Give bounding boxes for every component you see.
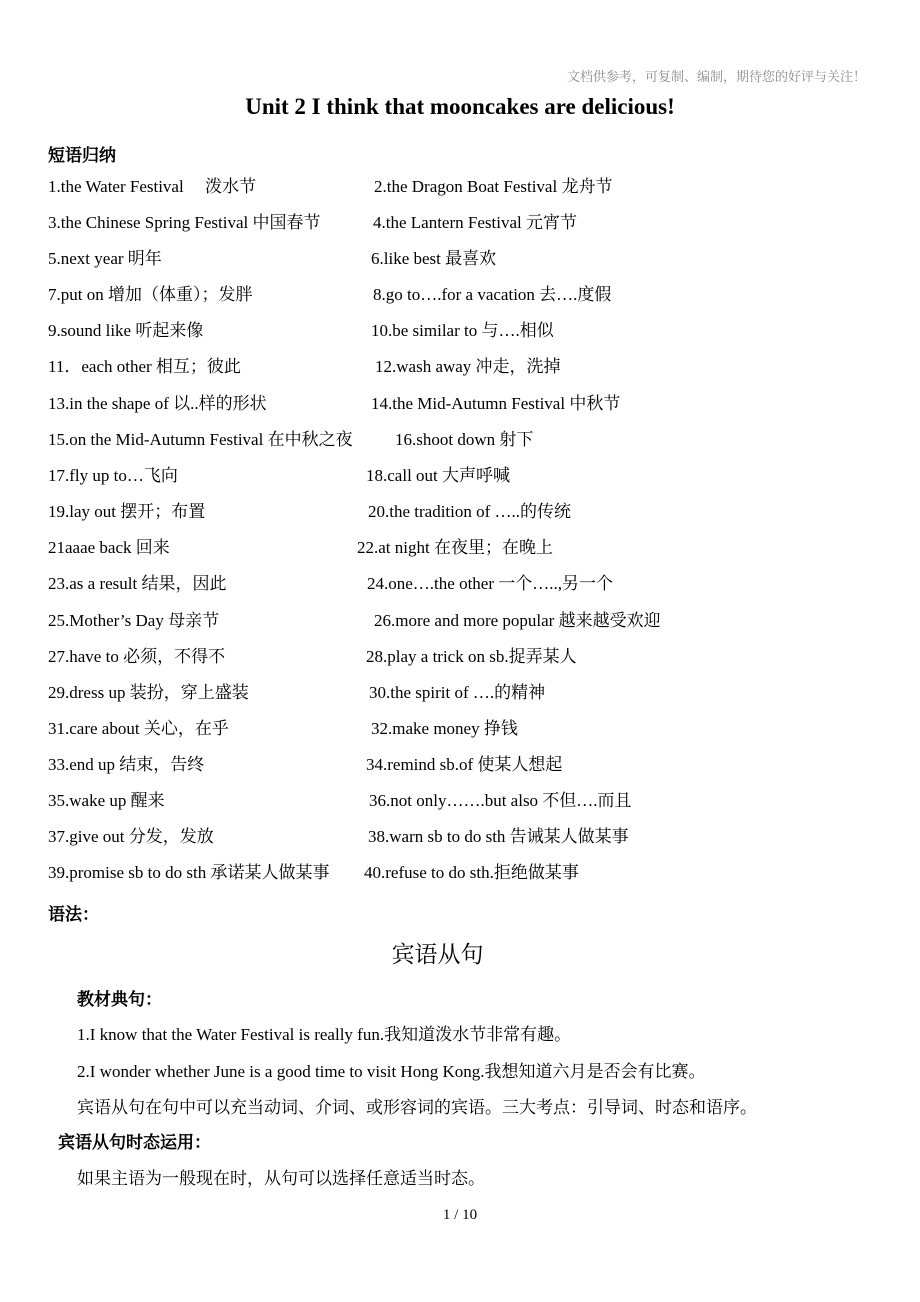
phrase-item: 40.refuse to do sth.拒绝做某事 bbox=[364, 863, 579, 882]
tense-heading: 宾语从句时态运用： bbox=[58, 1133, 211, 1153]
phrase-item: 28.play a trick on sb.捉弄某人 bbox=[366, 647, 577, 666]
phrase-item: 35.wake up 醒来 bbox=[48, 791, 165, 810]
phrase-item: 17.fly up to…飞向 bbox=[48, 466, 178, 485]
phrase-item: 32.make money 挣钱 bbox=[371, 719, 518, 738]
phrase-item: 33.end up 结束，告终 bbox=[48, 755, 205, 774]
phrase-item: 3.the Chinese Spring Festival 中国春节 bbox=[48, 213, 321, 232]
tense-rule: 如果主语为一般现在时，从句可以选择任意适当时态。 bbox=[77, 1169, 485, 1188]
phrase-item: 19.lay out 摆开；布置 bbox=[48, 502, 206, 521]
phrase-item: 23.as a result 结果，因此 bbox=[48, 574, 227, 593]
phrase-item: 38.warn sb to do sth 告诫某人做某事 bbox=[368, 827, 629, 846]
example-sentence-2: 2.I wonder whether June is a good time to visit Hong Kong.我想知道六月是否会有比赛。 bbox=[77, 1062, 706, 1081]
phrase-item: 16.shoot down 射下 bbox=[395, 430, 534, 449]
phrase-item: 5.next year 明年 bbox=[48, 249, 162, 268]
phrase-item: 6.like best 最喜欢 bbox=[371, 249, 497, 268]
phrase-item: 39.promise sb to do sth 承诺某人做某事 bbox=[48, 863, 330, 882]
phrase-item: 31.care about 关心，在乎 bbox=[48, 719, 229, 738]
phrase-item: 8.go to….for a vacation 去….度假 bbox=[373, 285, 612, 304]
phrase-item: 27.have to 必须，不得不 bbox=[48, 647, 226, 666]
textbook-heading: 教材典句： bbox=[77, 990, 162, 1010]
phrase-item: 24.one….the other 一个…..,另一个 bbox=[367, 574, 613, 593]
phrase-item: 2.the Dragon Boat Festival 龙舟节 bbox=[374, 177, 613, 196]
phrases-heading: 短语归纳 bbox=[48, 146, 116, 166]
phrase-item: 20.the tradition of …..的传统 bbox=[368, 502, 572, 521]
phrase-item: 11．each other 相互；彼此 bbox=[48, 357, 241, 376]
grammar-title: 宾语从句 bbox=[391, 942, 484, 967]
explanation: 宾语从句在句中可以充当动词、介词、或形容词的宾语。三大考点：引导词、时态和语序。 bbox=[77, 1098, 757, 1117]
phrase-item: 4.the Lantern Festival 元宵节 bbox=[373, 213, 577, 232]
phrase-item: 30.the spirit of ….的精神 bbox=[369, 683, 546, 702]
phrase-item: 34.remind sb.of 使某人想起 bbox=[366, 755, 563, 774]
watermark: 文档供参考，可复制、编制，期待您的好评与关注！ bbox=[566, 69, 866, 84]
phrase-item: 22.at night 在夜里；在晚上 bbox=[357, 538, 553, 557]
phrase-item: 29.dress up 装扮，穿上盛装 bbox=[48, 683, 249, 702]
phrase-item: 37.give out 分发，发放 bbox=[48, 827, 214, 846]
page-title: Unit 2 I think that mooncakes are delicious! bbox=[245, 94, 675, 119]
phrase-item: 15.on the Mid-Autumn Festival 在中秋之夜 bbox=[48, 430, 353, 449]
phrase-item: 1.the Water Festival 泼水节 bbox=[48, 177, 256, 196]
phrase-item: 26.more and more popular 越来越受欢迎 bbox=[374, 611, 661, 630]
phrase-item: 25.Mother’s Day 母亲节 bbox=[48, 611, 220, 630]
page-indicator: 1 / 10 bbox=[442, 1207, 478, 1223]
phrase-item: 9.sound like 听起来像 bbox=[48, 321, 204, 340]
phrase-item: 12.wash away 冲走，洗掉 bbox=[375, 357, 561, 376]
phrase-item: 14.the Mid-Autumn Festival 中秋节 bbox=[371, 394, 621, 413]
phrase-item: 7.put on 增加（体重）；发胖 bbox=[48, 285, 253, 304]
phrase-item: 13.in the shape of 以..样的形状 bbox=[48, 394, 267, 413]
phrase-item: 21aaae back 回来 bbox=[48, 538, 170, 557]
phrase-item: 18.call out 大声呼喊 bbox=[366, 466, 511, 485]
example-sentence-1: 1.I know that the Water Festival is really fun.我知道泼水节非常有趣。 bbox=[77, 1025, 572, 1044]
phrase-item: 10.be similar to 与….相似 bbox=[371, 321, 554, 340]
phrase-item: 36.not only…….but also 不但….而且 bbox=[369, 791, 632, 810]
grammar-heading: 语法： bbox=[48, 905, 99, 925]
